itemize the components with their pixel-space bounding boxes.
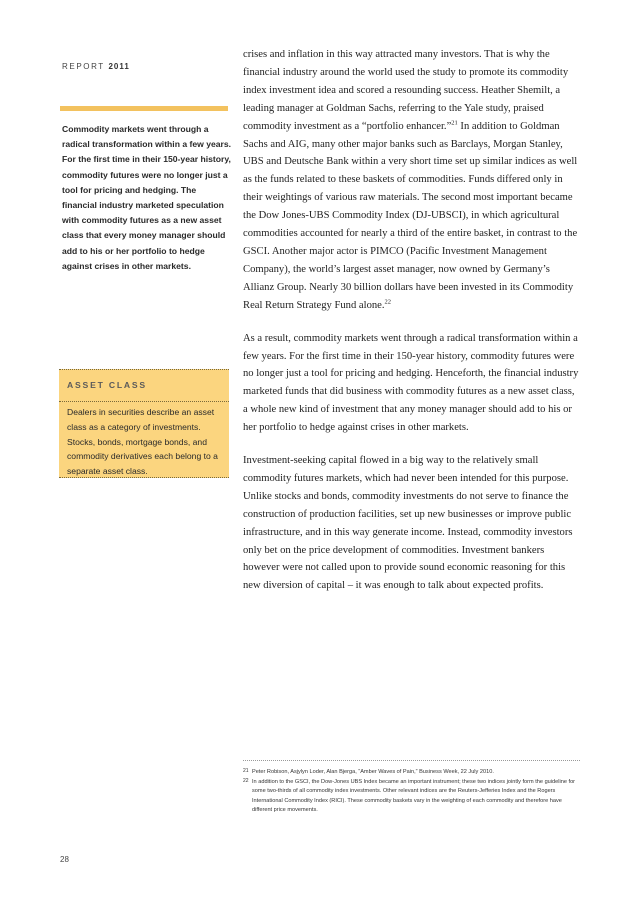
main-text	[243, 46, 580, 610]
footnote-divider	[243, 760, 580, 761]
paragraph-1-part-b: In addition to Goldman Sachs and AIG, many other major banks such as Barclays, Morgan Stanley, UBS and Deutsche Bank within a very short time set up similar indices as well as the funds related to these baskets of commodities. Funds differed only in their weightings of various raw materials. The second most important became the Dow Jones-UBS Commodity Index (DJ-UBSCI), in which agricultural commodities accounted for nearly a third of the entire basket, in contrast to the GSCI. Another major actor is PIMCO (Pacific Investment Management Company), the world’s largest asset manager, now owned by Germany’s Allianz Group. Nearly 30 billion dollars have been invested in its Commodity Real Return Strategy Fund alone.	[243, 120, 578, 311]
paragraph-1-part-a: crises and inflation in this way attracted many investors. That is why the financial industry around the world used the study to promote its commodity index investment idea and scored a resounding success. Heather Shemilt, a leading manager at Goldman Sachs, referring to the Yale study, praised commodity investment as a “portfolio enhancer.”	[243, 49, 569, 132]
report-header	[62, 62, 130, 71]
footnote-number: 22	[243, 778, 249, 785]
footnote-text: Peter Robison, Asjylyn Loder, Alan Bjerga, “Amber Waves of Pain,” Business Week, 22 July 2010.	[252, 769, 494, 775]
accent-rule	[60, 106, 228, 111]
paragraph-2: As a result, commodity markets went through a radical transformation within a few years. For the first time in their 150-year history, commodity futures were no longer just a tool for pricing and hedging. Henceforth, the financial industry marketed funds that did business with commodity futures as a new asset class, a whole new kind of investment that any money manager should add to his or her portfolio to hedge against crises in other markets.	[243, 332, 579, 434]
footnote-21	[243, 768, 580, 777]
asset-class-divider	[59, 401, 229, 402]
header-year: 2011	[108, 62, 130, 71]
header-prefix: REPORT	[62, 62, 105, 71]
footnote-text: In addition to the GSCI, the Dow-Jones UBS Index became an important instrument; these two indices jointly form the guideline for some two-thirds of all commodity index investments. Other relevant indices are the Reuters-Jefferies Index and the Rogers International Commodity Index (RICI). These commodity baskets vary in the weighting of each commodity and therefore have different price movements.	[252, 779, 576, 813]
paragraph-3: Investment-seeking capital flowed in a big way to the relatively small commodity futures markets, which had never been intended for this purpose. Unlike stocks and bonds, commodity investments do not serve to finance the construction of production facilities, set up new businesses or improve public infrastructure, and in this way generate income. Instead, commodity investors only bet on the price development of commodities. Investment bankers however were not called upon to provide sound economic reasoning for this new diversion of capital – it was enough to talk about expected profits.	[243, 455, 573, 592]
pull-quote	[62, 122, 232, 274]
asset-class-title: ASSET CLASS	[67, 380, 147, 390]
page-number: 28	[60, 855, 69, 864]
asset-class-box	[59, 369, 229, 478]
asset-class-body: Dealers in securities describe an asset class as a category of investments. Stocks, bonds, mortgage bonds, and commodity derivatives each belong to a separate asset class.	[67, 407, 218, 477]
pull-quote-text: Commodity markets went through a radical transformation within a few years. For the first time in their 150-year history, commodity futures were no longer just a tool for pricing and hedging. The financial industry marketed speculation with commodity futures as a new asset class that every money manager should add to his or her portfolio to hedge against crises in other markets.	[62, 124, 232, 271]
footnote-ref-21: 21	[451, 119, 458, 127]
paragraph-1	[243, 46, 580, 315]
footnotes	[243, 768, 580, 816]
footnote-number: 21	[243, 768, 249, 774]
footnote-ref-22: 22	[384, 298, 392, 306]
footnote-22	[243, 778, 580, 815]
